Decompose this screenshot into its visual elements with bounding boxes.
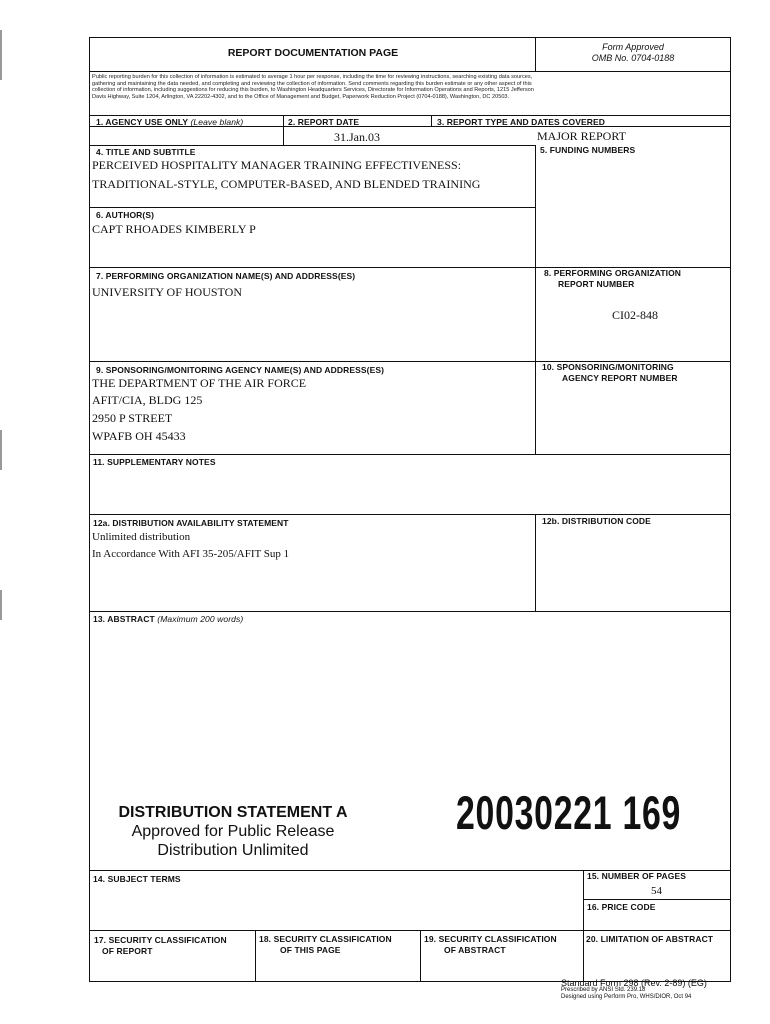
performing-org-label: 7. PERFORMING ORGANIZATION NAME(S) AND ADDRESS(ES) [96, 271, 356, 281]
report-date-label: 2. REPORT DATE [288, 117, 360, 127]
sponsoring-label: 9. SPONSORING/MONITORING AGENCY NAME(S) AND ADDRESS(ES) [96, 365, 385, 375]
supplementary-notes-label: 11. SUPPLEMENTARY NOTES [93, 457, 216, 467]
number-of-pages-value: 54 [651, 885, 662, 897]
performing-report-number: CI02-848 [612, 308, 658, 322]
stamp-line-1: DISTRIBUTION STATEMENT A [118, 804, 348, 821]
abstract-label [93, 614, 243, 624]
title-subtitle-label: 4. TITLE AND SUBTITLE [96, 147, 196, 157]
burden-line: gathering and maintaining the data needed, and completing and reviewing the collection of information. Send comments regarding this burden estimate or any other aspect of this [92, 80, 532, 87]
funding-numbers-label: 5. FUNDING NUMBERS [540, 145, 636, 155]
authors-label: 6. AUTHOR(S) [96, 210, 155, 220]
security-abstract-label-2: OF ABSTRACT [444, 945, 506, 955]
limitation-label: 20. LIMITATION OF ABSTRACT [586, 934, 714, 944]
agency-use-hint: (Leave blank) [190, 117, 244, 127]
performing-org-value: UNIVERSITY OF HOUSTON [92, 285, 243, 299]
distribution-code-label: 12b. DISTRIBUTION CODE [542, 516, 651, 526]
footer-line-3: Designed using Perform Pro, WHS/DIOR, Oct 94 [561, 993, 692, 1000]
sponsoring-report-label-2: AGENCY REPORT NUMBER [562, 373, 678, 383]
distribution-label: 12a. DISTRIBUTION AVAILABILITY STATEMENT [93, 518, 289, 528]
burden-line: Davis Highway, Suite 1204, Arlington, VA 22202-4302, and to the Office of Management and Budget, Paperwork Reduction Project (0704-0188), Washington, DC 20503. [92, 93, 510, 100]
burden-line: Public reporting burden for this collection of information is estimated to average 1 hour per response, including the time for reviewing instructions, searching existing data sources, [92, 74, 533, 80]
burden-line: collection of information, including suggestions for reducing this burden, to Washington Headquarters Services, Directorate for Information Operations and Reports, 1215 Jefferson [92, 87, 534, 94]
number-of-pages-label: 15. NUMBER OF PAGES [587, 871, 687, 881]
report-type-value: MAJOR REPORT [537, 129, 626, 143]
form-approved-label: Form Approved [602, 42, 664, 52]
title-line-2: TRADITIONAL-STYLE, COMPUTER-BASED, AND BLENDED TRAINING [92, 177, 481, 191]
sponsoring-report-label-1: 10. SPONSORING/MONITORING [542, 362, 674, 372]
performing-report-label-2: REPORT NUMBER [558, 279, 635, 289]
scan-margin-mark [0, 30, 2, 80]
security-abstract-label-1: 19. SECURITY CLASSIFICATION [424, 934, 557, 944]
sponsoring-line-1: THE DEPARTMENT OF THE AIR FORCE [92, 376, 307, 390]
form-footer [561, 979, 707, 1000]
form-title: REPORT DOCUMENTATION PAGE [227, 47, 399, 59]
authors-value: CAPT RHOADES KIMBERLY P [92, 222, 256, 236]
burden-notice [92, 74, 728, 100]
scan-margin-mark [0, 590, 2, 620]
distribution-statement-stamp [108, 803, 358, 860]
security-page-label-2: OF THIS PAGE [280, 945, 341, 955]
sponsoring-line-3: 2950 P STREET [92, 411, 173, 425]
agency-use-label-text: 1. AGENCY USE ONLY [96, 117, 189, 127]
agency-use-label [96, 117, 243, 127]
security-report-label-1: 17. SECURITY CLASSIFICATION [94, 935, 227, 945]
sponsoring-line-4: WPAFB OH 45433 [92, 429, 186, 443]
footer-line-2: Prescribed by ANSI Std. 239.18 [561, 987, 646, 993]
stamp-line-3: Distribution Unlimited [157, 842, 309, 859]
abstract-hint: (Maximum 200 words) [157, 614, 244, 624]
title-line-1: PERCEIVED HOSPITALITY MANAGER TRAINING EFFECTIVENESS: [92, 158, 462, 172]
report-date-value: 31.Jan.03 [334, 130, 380, 144]
distribution-line-2: In Accordance With AFI 35-205/AFIT Sup 1 [92, 548, 290, 560]
distribution-line-1: Unlimited distribution [92, 531, 191, 543]
stamp-line-2: Approved for Public Release [131, 823, 335, 840]
price-code-label: 16. PRICE CODE [587, 902, 656, 912]
report-type-label: 3. REPORT TYPE AND DATES COVERED [437, 117, 606, 127]
security-page-label-1: 18. SECURITY CLASSIFICATION [259, 934, 392, 944]
security-report-label-2: OF REPORT [102, 946, 153, 956]
scan-margin-mark [0, 430, 2, 470]
accession-number: 20030221 169 [456, 786, 682, 839]
form-approved-block [536, 42, 730, 64]
footer-line-1: Standard Form 298 (Rev. 2-89) (EG) [561, 978, 707, 988]
sponsoring-line-2: AFIT/CIA, BLDG 125 [92, 393, 203, 407]
omb-number: OMB No. 0704-0188 [591, 53, 675, 63]
abstract-label-text: 13. ABSTRACT [93, 614, 155, 624]
performing-report-label-1: 8. PERFORMING ORGANIZATION [544, 268, 682, 278]
subject-terms-label: 14. SUBJECT TERMS [93, 874, 181, 884]
